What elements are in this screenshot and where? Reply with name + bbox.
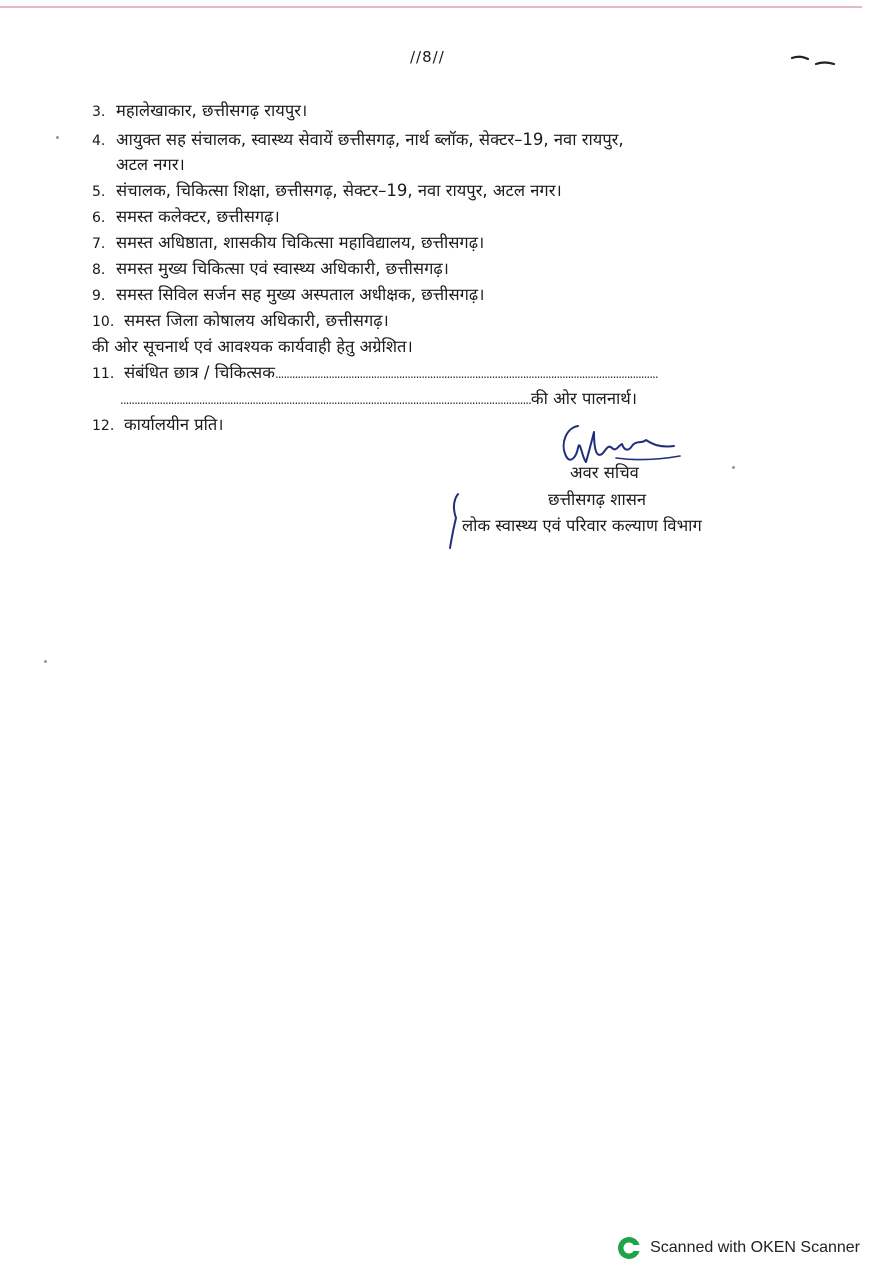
margin-pen-stroke <box>446 492 462 550</box>
item-number: 10. <box>92 314 115 330</box>
page-number: //8// <box>410 48 445 66</box>
scanner-text: Scanned with OKEN Scanner <box>650 1239 860 1256</box>
scan-speck <box>56 136 59 139</box>
signatory-designation: अवर सचिव <box>570 463 639 482</box>
scanner-logo-icon <box>616 1235 642 1261</box>
item-text: समस्त अधिष्ठाता, शासकीय चिकित्सा महाविद्यालय, छत्तीसगढ़। <box>116 233 485 252</box>
distribution-item-11-continued <box>120 388 637 411</box>
item-text: समस्त मुख्य चिकित्सा एवं स्वास्थ्य अधिकारी, छत्तीसगढ़। <box>116 259 449 278</box>
item-text: कार्यालयीन प्रति। <box>124 415 224 434</box>
item-number: 7. <box>92 236 106 252</box>
forwarding-note: की ओर सूचनार्थ एवं आवश्यक कार्यवाही हेतु अग्रेशित। <box>92 337 413 356</box>
item-text: संचालक, चिकित्सा शिक्षा, छत्तीसगढ़, सेक्टर–19, नवा रायपुर, अटल नगर। <box>116 181 562 200</box>
distribution-item-8 <box>92 258 449 281</box>
item-text-continued: अटल नगर। <box>116 155 185 174</box>
item-number: 6. <box>92 210 106 226</box>
item-number: 11. <box>92 366 115 382</box>
distribution-item-10 <box>92 310 389 333</box>
scanner-watermark <box>616 1235 860 1261</box>
fill-in-dotted-line: ........................................................................................................................................ <box>274 367 658 381</box>
distribution-item-4-continued <box>116 154 185 176</box>
signatory-government: छत्तीसगढ़ शासन <box>548 490 647 509</box>
item-text: समस्त सिविल सर्जन सह मुख्य अस्पताल अधीक्षक, छत्तीसगढ़। <box>116 285 485 304</box>
signatory-department: लोक स्वास्थ्य एवं परिवार कल्याण विभाग <box>462 516 702 535</box>
item-text-suffix: की ओर पालनार्थ। <box>530 389 638 408</box>
fill-in-dotted-line: .................................................................................................................................................. <box>120 393 531 407</box>
item-number: 12. <box>92 418 115 434</box>
item-number: 4. <box>92 133 106 149</box>
distribution-item-3 <box>92 100 307 123</box>
item-text: संबंधित छात्र / चिकित्सक <box>124 363 275 382</box>
item-text: समस्त जिला कोषालय अधिकारी, छत्तीसगढ़। <box>124 311 389 330</box>
item-number: 5. <box>92 184 106 200</box>
scan-speck <box>44 660 47 663</box>
item-text: महालेखाकार, छत्तीसगढ़ रायपुर। <box>116 101 308 120</box>
item-text: आयुक्त सह संचालक, स्वास्थ्य सेवायें छत्तीसगढ़, नार्थ ब्लॉक, सेक्टर–19, नवा रायपुर, <box>116 130 624 149</box>
distribution-item-5 <box>92 180 562 203</box>
distribution-item-7 <box>92 232 484 255</box>
top-edge-rule <box>0 6 862 8</box>
distribution-item-12 <box>92 414 224 437</box>
corner-pen-mark <box>790 52 836 70</box>
scan-speck <box>732 466 735 469</box>
item-number: 9. <box>92 288 106 304</box>
distribution-item-11 <box>92 362 658 385</box>
item-number: 3. <box>92 104 106 120</box>
distribution-item-6 <box>92 206 280 229</box>
item-text: समस्त कलेक्टर, छत्तीसगढ़। <box>116 207 280 226</box>
distribution-item-9 <box>92 284 484 307</box>
distribution-item-4 <box>92 129 624 152</box>
item-number: 8. <box>92 262 106 278</box>
